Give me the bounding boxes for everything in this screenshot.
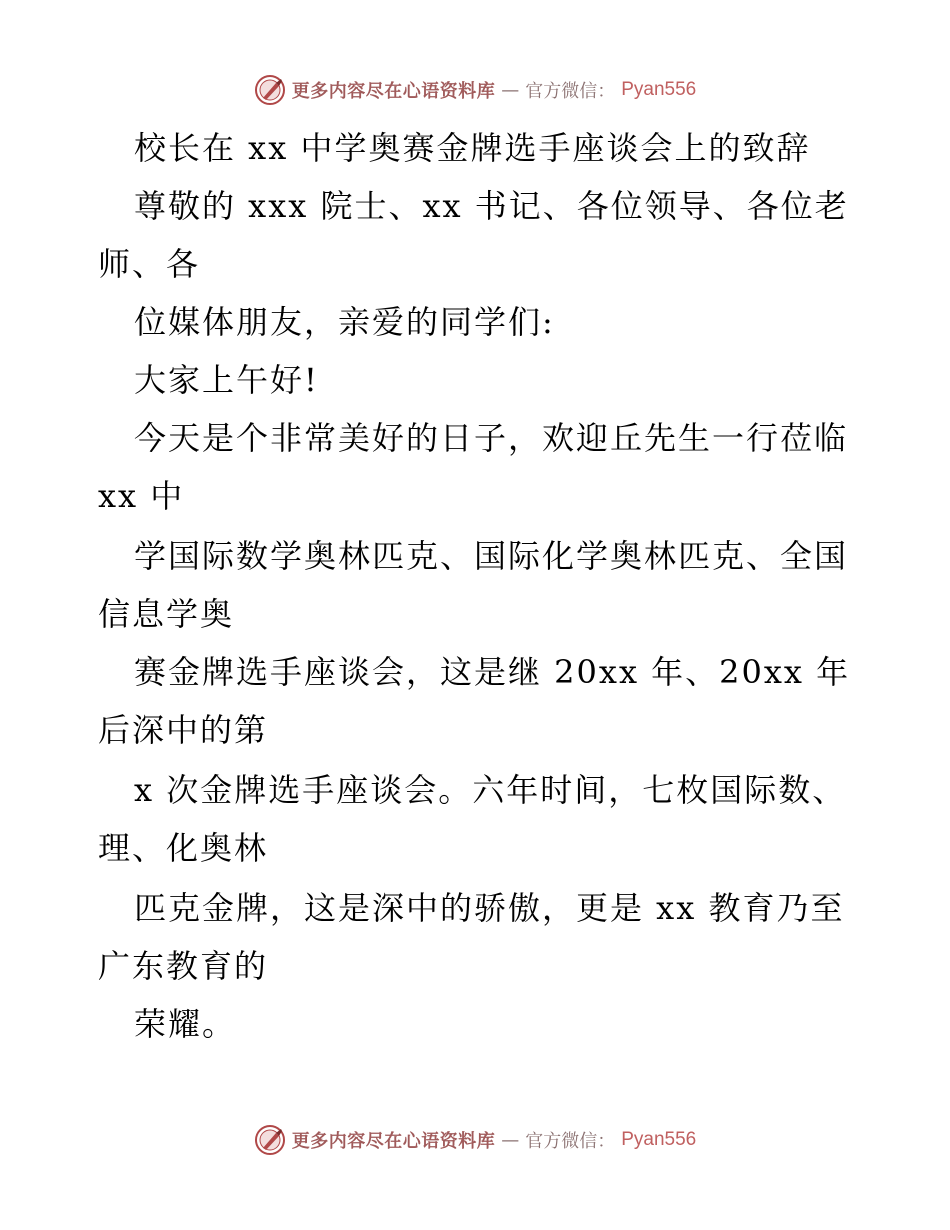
doc-line: 今天是个非常美好的日子，欢迎丘先生一行莅临	[134, 419, 849, 457]
doc-line: 赛金牌选手座谈会，这是继 20xx 年、20xx 年	[134, 653, 851, 691]
wechat-label: 官方微信：	[525, 81, 616, 102]
banner-content	[254, 74, 697, 106]
footer-banner	[0, 1122, 950, 1158]
quill-pen-logo-icon	[254, 74, 286, 106]
doc-line: 尊敬的 xxx 院士、xx 书记、各位领导、各位老	[134, 187, 849, 225]
quill-pen-logo-icon	[254, 1124, 286, 1156]
header-banner	[0, 72, 950, 108]
doc-title: 校长在 xx 中学奥赛金牌选手座谈会上的致辞	[134, 129, 811, 167]
wechat-label: 官方微信：	[525, 1131, 616, 1152]
doc-line: 师、各	[98, 245, 201, 283]
doc-line: 信息学奥	[98, 595, 235, 633]
doc-line: x 次金牌选手座谈会。六年时间，七枚国际数、	[134, 771, 847, 809]
doc-line: 匹克金牌，这是深中的骄傲，更是 xx 教育乃至	[134, 889, 845, 927]
doc-line: 位媒体朋友，亲爱的同学们:	[134, 303, 555, 341]
doc-line: xx 中	[98, 477, 185, 515]
doc-line: 广东教育的	[98, 947, 269, 985]
doc-line: 荣耀。	[134, 1005, 237, 1043]
banner-text: 更多内容尽在心语资料库	[291, 81, 496, 102]
doc-line: 学国际数学奥林匹克、国际化学奥林匹克、全国	[134, 537, 849, 575]
banner-separator: —	[501, 79, 520, 101]
doc-line: 理、化奥林	[98, 829, 269, 867]
wechat-id: Pyan556	[621, 79, 697, 100]
doc-line: 大家上午好!	[134, 361, 319, 399]
banner-content	[254, 1124, 697, 1156]
wechat-id: Pyan556	[621, 1129, 697, 1150]
banner-text: 更多内容尽在心语资料库	[291, 1131, 496, 1152]
banner-separator: —	[501, 1129, 520, 1151]
doc-line: 后深中的第	[98, 711, 269, 749]
